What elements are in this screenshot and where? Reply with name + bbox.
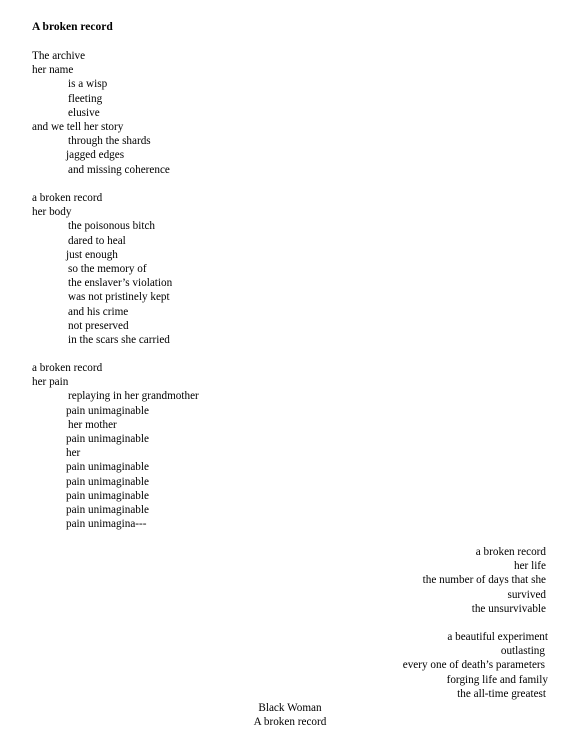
stanza-1 bbox=[32, 49, 170, 177]
poem-line: just enough bbox=[66, 248, 118, 261]
poem-line: her pain bbox=[32, 376, 69, 389]
stanza-3 bbox=[32, 361, 199, 531]
poem-line: pain unimaginable bbox=[66, 489, 149, 502]
poem-line: fleeting bbox=[68, 92, 103, 105]
poem-line: the all-time greatest bbox=[457, 687, 546, 700]
poem-line: jagged edges bbox=[66, 149, 125, 162]
poem-line: her mother bbox=[68, 418, 117, 431]
poem-line: the number of days that she bbox=[422, 574, 546, 587]
poem-line: pain unimagina--- bbox=[66, 518, 147, 531]
poem-line: her life bbox=[514, 560, 546, 573]
poem-line: so the memory of bbox=[68, 262, 147, 275]
stanza-5 bbox=[403, 630, 548, 701]
poem-line: and missing coherence bbox=[68, 163, 170, 176]
poem-line: through the shards bbox=[68, 135, 151, 148]
poem-line: a broken record bbox=[32, 362, 103, 374]
poem-line: forging life and family bbox=[446, 673, 548, 686]
poem-line: dared to heal bbox=[68, 234, 126, 247]
poem-title: A broken record bbox=[32, 21, 113, 33]
poem-line: pain unimaginable bbox=[66, 404, 149, 417]
poem-line: her body bbox=[32, 206, 72, 219]
poem-line: elusive bbox=[68, 106, 100, 119]
poem-line: a broken record bbox=[475, 546, 546, 558]
poem-line: and we tell her story bbox=[32, 120, 124, 133]
poem-line: survived bbox=[507, 588, 546, 601]
poem-line: The archive bbox=[32, 50, 86, 62]
poem-line: the poisonous bitch bbox=[68, 220, 156, 233]
poem-line: pain unimaginable bbox=[66, 461, 149, 474]
poem-line: replaying in her grandmother bbox=[68, 390, 199, 403]
poem-line: pain unimaginable bbox=[66, 503, 149, 516]
poem-line: the enslaver’s violation bbox=[68, 277, 173, 290]
poem-line: a broken record bbox=[32, 192, 103, 204]
poem-line: A broken record bbox=[253, 716, 327, 729]
poem-line: pain unimaginable bbox=[66, 432, 149, 445]
poem-line: was not pristinely kept bbox=[68, 291, 170, 304]
stanza-4 bbox=[423, 545, 546, 616]
poem-line: not preserved bbox=[68, 319, 129, 332]
poem-line: the unsurvivable bbox=[471, 602, 546, 615]
poem-line: in the scars she carried bbox=[68, 333, 170, 346]
poem-line: her bbox=[66, 447, 81, 460]
poem-line: every one of death’s parameters bbox=[402, 659, 545, 672]
stanza-2 bbox=[32, 191, 172, 347]
closing-lines bbox=[0, 701, 574, 729]
poem-line: and his crime bbox=[68, 305, 129, 318]
poem-line: her name bbox=[32, 64, 74, 77]
poem-line: a beautiful experiment bbox=[447, 631, 548, 643]
poem-line: pain unimaginable bbox=[66, 475, 149, 488]
poem-line: is a wisp bbox=[68, 78, 108, 91]
poem-line: Black Woman bbox=[258, 702, 322, 714]
poem-line: outlasting bbox=[500, 645, 545, 658]
